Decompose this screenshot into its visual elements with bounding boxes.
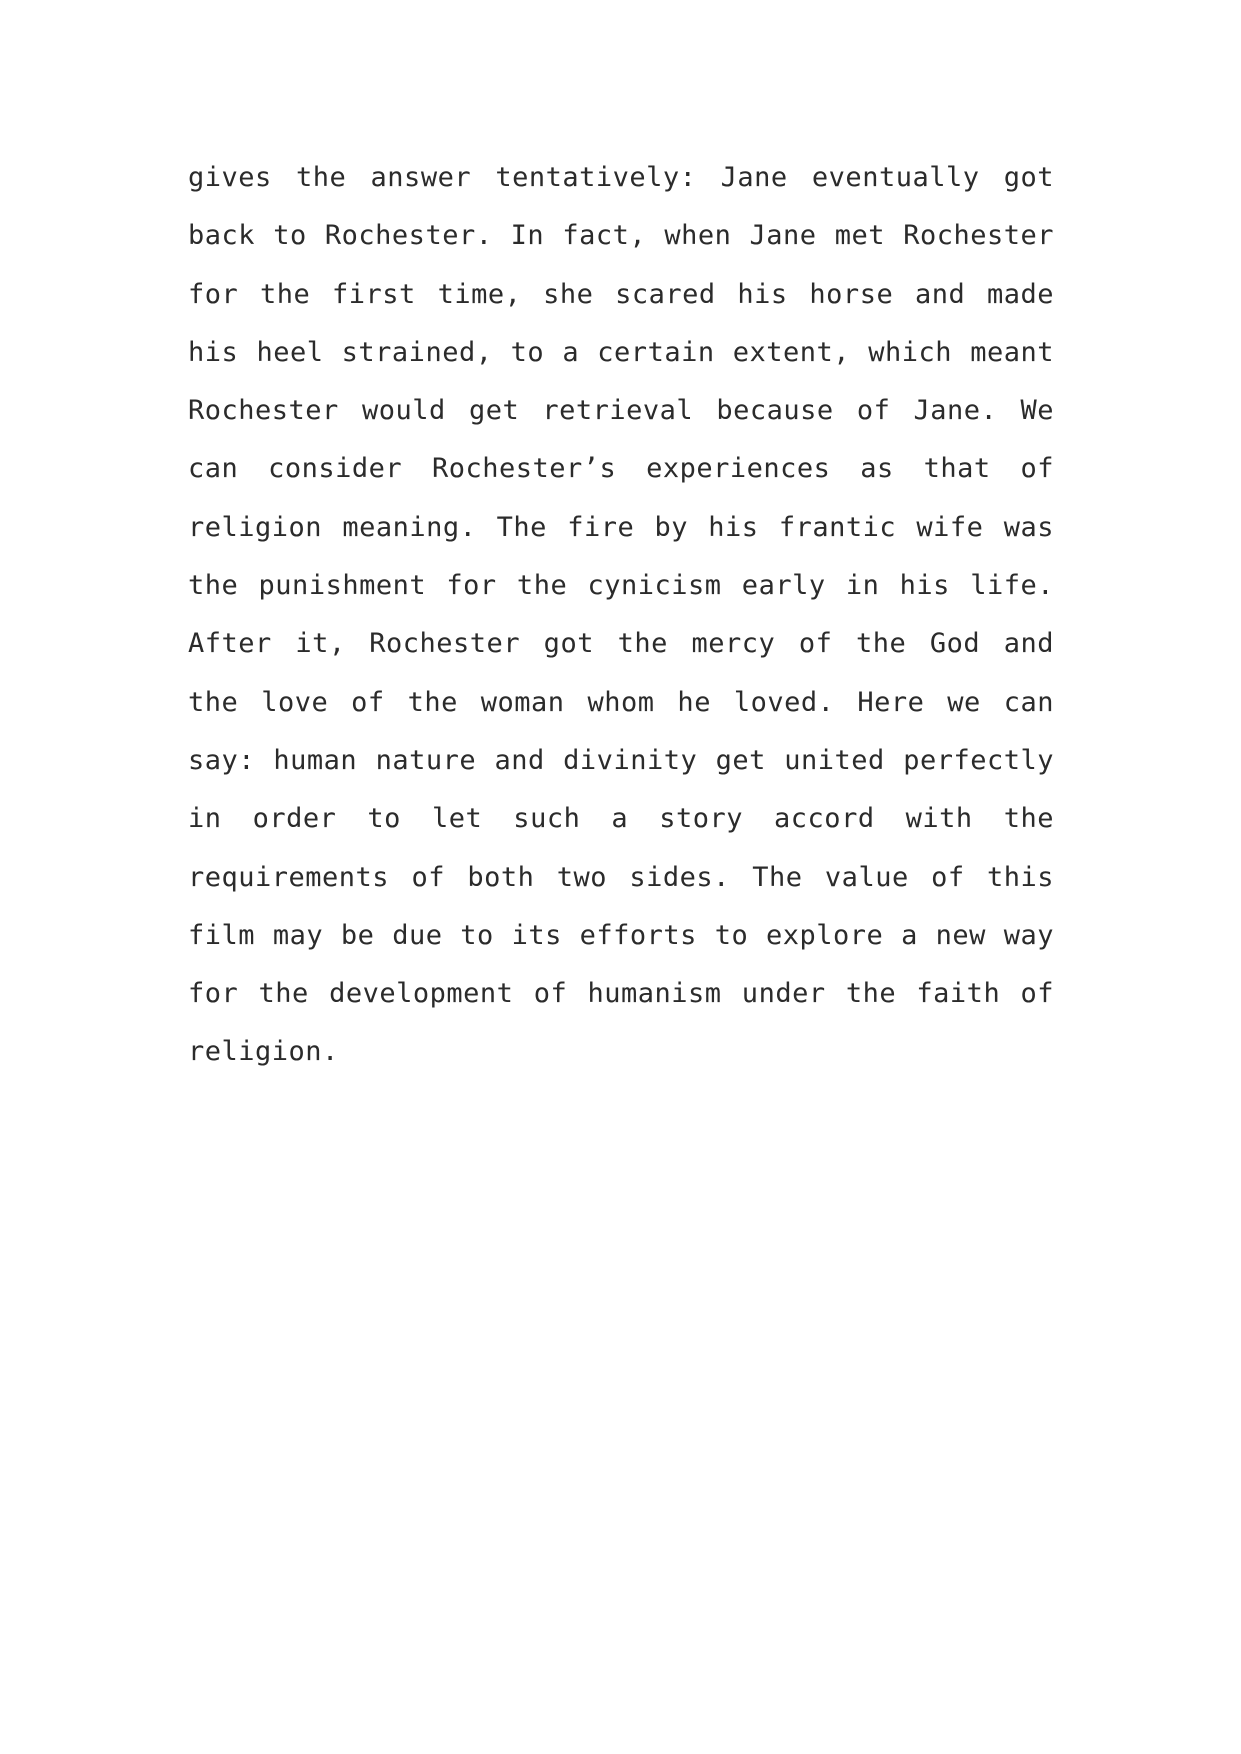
body-paragraph	[188, 163, 1054, 1096]
text-line-14: film may be due to its efforts to explore a new way	[188, 920, 1054, 951]
text-line-15: for the development of humanism under the faith of	[188, 979, 1054, 1010]
text-line-6: can consider Rochester’s experiences as that of	[188, 454, 1054, 485]
text-line-12: in order to let such a story accord with the	[188, 804, 1054, 835]
text-line-11: say: human nature and divinity get united perfectly	[188, 745, 1054, 776]
text-line-7: religion meaning. The fire by his frantic wife was	[188, 512, 1054, 543]
text-line-5: Rochester would get retrieval because of Jane. We	[188, 396, 1054, 427]
text-line-1: gives the answer tentatively: Jane eventually got	[188, 163, 1054, 193]
text-line-4: his heel strained, to a certain extent, which meant	[188, 337, 1054, 368]
text-line-10: the love of the woman whom he loved. Here we can	[188, 687, 1054, 718]
text-line-9: After it, Rochester got the mercy of the God and	[188, 629, 1054, 660]
text-line-16: religion.	[188, 1037, 339, 1068]
text-line-2: back to Rochester. In fact, when Jane met Rochester	[188, 221, 1054, 252]
text-line-8: the punishment for the cynicism early in his life.	[188, 571, 1054, 602]
text-line-3: for the first time, she scared his horse and made	[188, 279, 1054, 310]
text-line-13: requirements of both two sides. The value of this	[188, 862, 1054, 893]
